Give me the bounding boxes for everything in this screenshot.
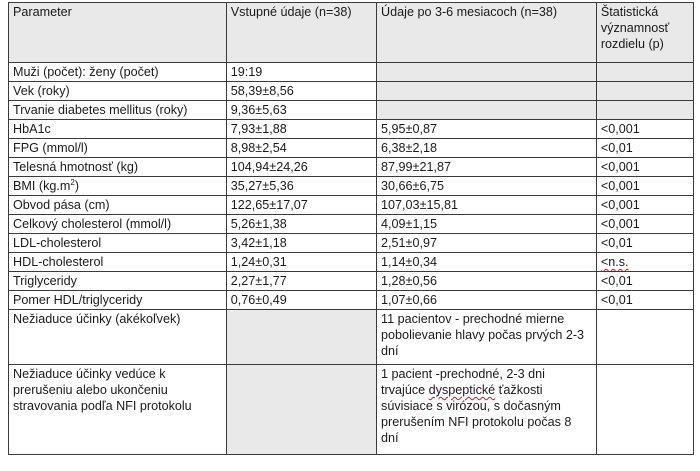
followup-cell: 87,99±21,87 [377,158,597,177]
followup-cell: 5,95±0,87 [377,120,597,139]
param-cell: FPG (mmol/l) [9,139,227,158]
baseline-cell: 58,39±8,56 [226,82,376,101]
p-cell [596,310,693,365]
followup-cell: 1,14±0,34 [377,253,597,272]
baseline-cell: 9,36±5,63 [226,101,376,120]
p-cell: <0,001 [596,196,693,215]
followup-text-end: ťažkosti súvisiace s virózou, s dočasným prerušením NFI protokolu počas 8 dní [381,383,572,445]
table-row [9,101,694,120]
header-parameter: Parameter [9,3,227,63]
param-cell: Nežiaduce účinky vedúce k prerušeniu alebo ukončeniu stravovania podľa NFI protokolu [9,365,227,455]
table-row [9,82,694,101]
param-cell: HbA1c [9,120,227,139]
p-cell [596,63,693,82]
baseline-cell: 104,94±24,26 [226,158,376,177]
table-row [9,291,694,310]
followup-cell: 107,03±15,81 [377,196,597,215]
p-cell: <0,001 [596,158,693,177]
param-cell: Trvanie diabetes mellitus (roky) [9,101,227,120]
p-cell: <0,01 [596,139,693,158]
baseline-cell: 35,27±5,36 [226,177,376,196]
param-cell: Celkový cholesterol (mmol/l) [9,215,227,234]
param-cell: Vek (roky) [9,82,227,101]
adverse-effects-row [9,310,694,365]
param-suffix: ) [74,179,80,193]
baseline-cell: 2,27±1,77 [226,272,376,291]
followup-cell: 11 pacientov - prechodné mierne pobolievanie hlavy počas prvých 2-3 dní [377,310,597,365]
baseline-cell: 19:19 [226,63,376,82]
followup-cell: 2,51±0,97 [377,234,597,253]
baseline-cell: 8,98±2,54 [226,139,376,158]
p-value-flagged: <n.s. [600,255,629,269]
baseline-cell [226,365,376,455]
param-cell: HDL-cholesterol [9,253,227,272]
results-table [8,2,694,455]
table-row [9,196,694,215]
param-cell: Pomer HDL/triglyceridy [9,291,227,310]
baseline-cell: 7,93±1,88 [226,120,376,139]
followup-cell [377,82,597,101]
param-cell: Obvod pása (cm) [9,196,227,215]
param-superscript: 2 [70,177,75,187]
table-row [9,234,694,253]
p-cell [596,365,693,455]
p-cell: <0,001 [596,120,693,139]
followup-text-flagged-word: dyspeptické [428,383,496,397]
followup-cell [377,101,597,120]
param-cell: Triglyceridy [9,272,227,291]
p-cell: <0,001 [596,177,693,196]
table-row [9,120,694,139]
followup-text-start: 1 pacient -prechodné, 2-3 dni trvajúce [381,367,545,397]
p-cell: <0,01 [596,272,693,291]
baseline-cell: 1,24±0,31 [226,253,376,272]
followup-cell: 4,09±1,15 [377,215,597,234]
baseline-cell [226,310,376,365]
param-cell: Muži (počet): ženy (počet) [9,63,227,82]
table-row [9,177,694,196]
followup-cell [377,63,597,82]
p-cell [596,101,693,120]
followup-cell: 1,28±0,56 [377,272,597,291]
followup-cell [377,365,597,455]
table-header-row [9,3,694,63]
param-cell: Nežiaduce účinky (akékoľvek) [9,310,227,365]
baseline-cell: 0,76±0,49 [226,291,376,310]
param-prefix: BMI (kg.m [13,179,71,193]
followup-cell: 6,38±2,18 [377,139,597,158]
followup-cell: 30,66±6,75 [377,177,597,196]
baseline-cell: 5,26±1,38 [226,215,376,234]
param-cell: Telesná hmotnosť (kg) [9,158,227,177]
header-baseline: Vstupné údaje (n=38) [226,3,376,63]
p-cell [596,253,693,272]
followup-cell: 1,07±0,66 [377,291,597,310]
table-row [9,272,694,291]
p-cell: <0,001 [596,215,693,234]
p-cell: <0,01 [596,291,693,310]
p-cell [596,82,693,101]
table-row [9,63,694,82]
adverse-effects-discontinuation-row [9,365,694,455]
table-row [9,215,694,234]
header-followup: Údaje po 3-6 mesiacoch (n=38) [377,3,597,63]
table-row [9,158,694,177]
table-row [9,139,694,158]
baseline-cell: 3,42±1,18 [226,234,376,253]
baseline-cell: 122,65±17,07 [226,196,376,215]
table-row [9,253,694,272]
param-cell [9,177,227,196]
header-significance: Štatistická významnosť rozdielu (p) [596,3,693,63]
p-cell: <0,01 [596,234,693,253]
param-cell: LDL-cholesterol [9,234,227,253]
